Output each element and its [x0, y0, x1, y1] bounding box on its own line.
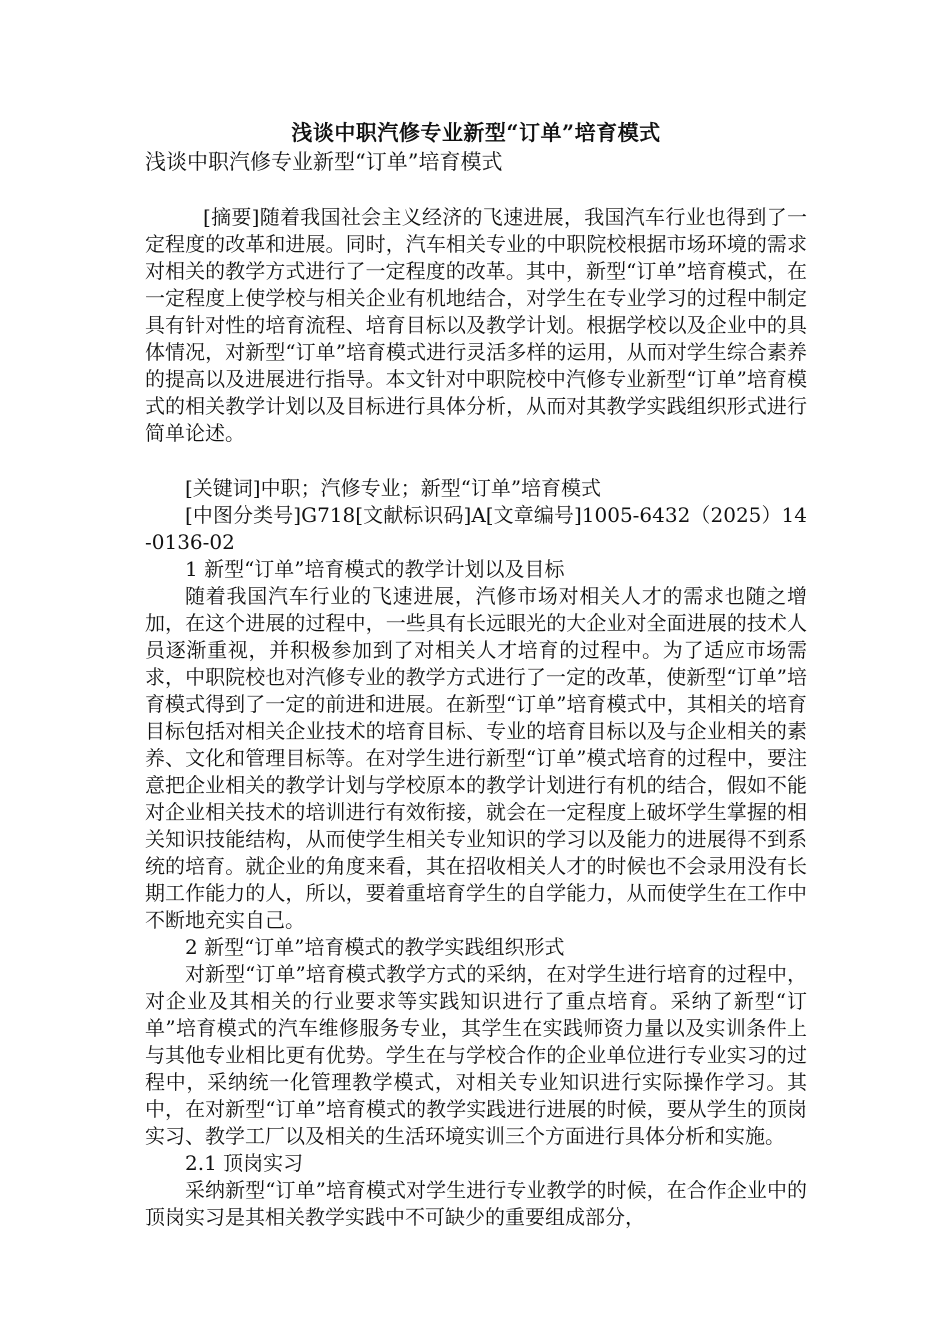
- spacer: [145, 176, 807, 204]
- abstract-paragraph: [摘要]随着我国社会主义经济的飞速进展，我国汽车行业也得到了一定程度的改革和进展。同时，汽车相关专业的中职院校根据市场环境的需求对相关的教学方式进行了一定程度的改革。其中，新型“订单”培育模式，在一定程度上使学校与相关企业有机地结合，对学生在专业学习的过程中制定具有针对性的培育流程、培育目标以及教学计划。根据学校以及企业中的具体情况，对新型“订单”培育模式进行灵活多样的运用，从而对学生综合素养的提高以及进展进行指导。本文针对中职院校中汽修专业新型“订单”培育模式的相关教学计划以及目标进行具体分析，从而对其教学实践组织形式进行简单论述。: [145, 205, 807, 445]
- section1-body: 随着我国汽车行业的飞速进展，汽修市场对相关人才的需求也随之增加，在这个进展的过程中，一些具有长远眼光的大企业对全面进展的技术人员逐渐重视，并积极参加到了对相关人才培育的过程中。为了适应市场需求，中职院校也对汽修专业的教学方式进行了一定的改革，使新型“订单”培育模式得到了一定的前进和进展。在新型“订单”培育模式中，其相关的培育目标包括对相关企业技术的培育目标、专业的培育目标以及与企业相关的素养、文化和管理目标等。在对学生进行新型“订单”模式培育的过程中，要注意把企业相关的教学计划与学校原本的教学计划进行有机的结合，假如不能对企业相关技术的培训进行有效衔接，就会在一定程度上破坏学生掌握的相关知识技能结构，从而使学生相关专业知识的学习以及能力的进展得不到系统的培育。就企业的角度来看，其在招收相关人才的时候也不会录用没有长期工作能力的人，所以，要着重培育学生的自学能力，从而使学生在工作中不断地充实自己。: [145, 584, 807, 932]
- section21-body: 采纳新型“订单”培育模式对学生进行专业教学的时候，在合作企业中的顶岗实习是其相关教学实践中不可缺少的重要组成部分，: [145, 1178, 807, 1229]
- section2-heading: 2 新型“订单”培育模式的教学实践组织形式: [185, 935, 565, 959]
- section21-heading: 2.1 顶岗实习: [185, 1151, 304, 1175]
- document-title: 浅谈中职汽修专业新型“订单”培育模式: [291, 120, 661, 145]
- spacer: [145, 447, 807, 475]
- document-subtitle: 浅谈中职汽修专业新型“订单”培育模式: [145, 150, 503, 174]
- section1-heading: 1 新型“订单”培育模式的教学计划以及目标: [185, 557, 565, 581]
- document-content: [145, 118, 807, 1231]
- section2-body: 对新型“订单”培育模式教学方式的采纳，在对学生进行培育的过程中，对企业及其相关的行业要求等实践知识进行了重点培育。采纳了新型“订单”培育模式的汽车维修服务专业，其学生在实践师资力量以及实训条件上与其他专业相比更有优势。学生在与学校合作的企业单位进行专业实习的过程中，采纳统一化管理教学模式，对相关专业知识进行实际操作学习。其中，在对新型“订单”培育模式的教学实践进行进展的时候，要从学生的顶岗实习、教学工厂以及相关的生活环境实训三个方面进行具体分析和实施。: [145, 962, 807, 1148]
- keywords-line: [关键词]中职；汽修专业；新型“订单”培育模式: [185, 476, 602, 500]
- classification-line: [中图分类号]G718[文献标识码]A[文章编号]1005-6432（2025）14-0136-02: [145, 503, 807, 554]
